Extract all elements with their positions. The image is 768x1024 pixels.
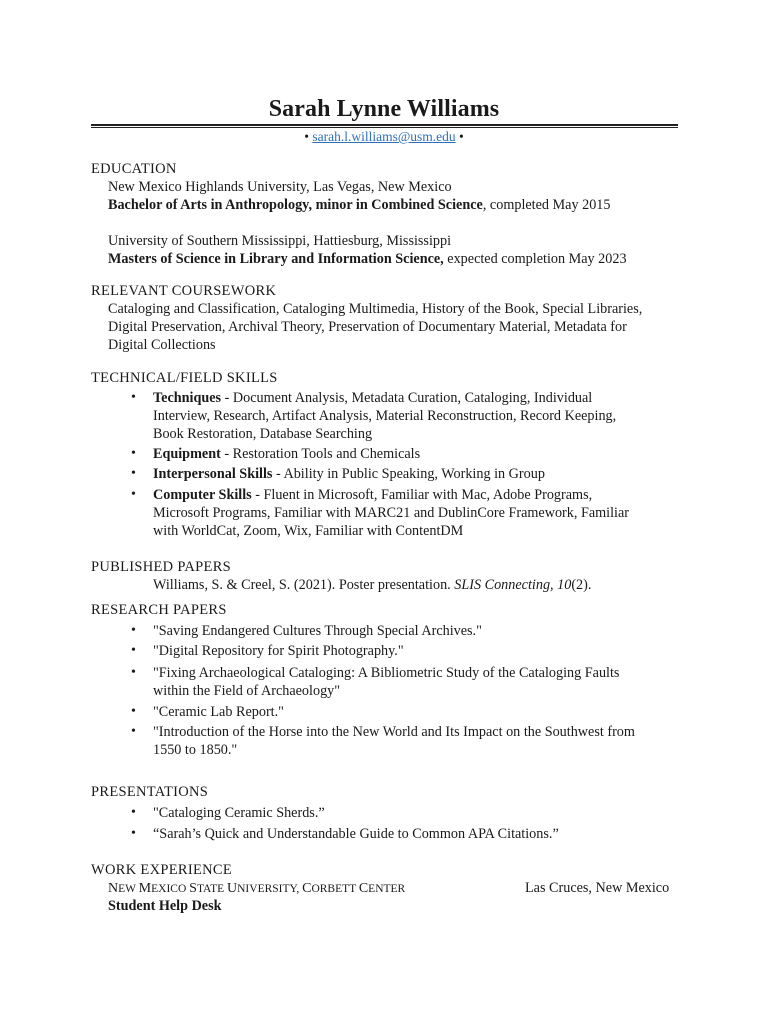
research-item: "Introduction of the Horse into the New World and Its Impact on the Southwest from [153, 724, 635, 740]
bullet-icon: • [131, 466, 136, 481]
email-link[interactable]: sarah.l.williams@usm.edu [312, 129, 456, 144]
published-citation [153, 576, 591, 594]
bullet-icon: • [131, 724, 136, 739]
section-heading-work: WORK EXPERIENCE [91, 862, 233, 878]
bullet-glyph: • [304, 129, 309, 144]
skill-label: Interpersonal Skills [153, 466, 273, 482]
section-heading-skills: TECHNICAL/FIELD SKILLS [91, 370, 278, 386]
section-heading-presentations: PRESENTATIONS [91, 784, 209, 800]
bullet-glyph: • [459, 129, 464, 144]
skill-detail: - Document Analysis, Metadata Curation, Cataloging, Individual [221, 390, 593, 406]
skill-detail: - Ability in Public Speaking, Working in Group [272, 466, 545, 482]
skill-item [153, 389, 592, 407]
skill-detail-cont: Microsoft Programs, Familiar with MARC21 and DublinCore Framework, Familiar [153, 505, 630, 521]
bullet-icon: • [131, 826, 136, 841]
bullet-icon: • [131, 487, 136, 502]
skill-item [153, 465, 545, 483]
research-item: "Saving Endangered Cultures Through Special Archives." [153, 623, 482, 639]
bullet-icon: • [131, 643, 136, 658]
bullet-icon: • [131, 704, 136, 719]
skill-detail-cont: Book Restoration, Database Searching [153, 426, 373, 442]
research-item: "Fixing Archaeological Cataloging: A Bibliometric Study of the Cataloging Faults [153, 665, 620, 681]
research-item: "Ceramic Lab Report." [153, 704, 284, 720]
journal-title: SLIS Connecting, 10 [454, 577, 572, 593]
section-heading-published: PUBLISHED PAPERS [91, 559, 232, 575]
section-heading-research: RESEARCH PAPERS [91, 602, 227, 618]
education-degree: Bachelor of Arts in Anthropology, minor in Combined Science [108, 197, 483, 213]
skill-detail: - Fluent in Microsoft, Familiar with Mac, Adobe Programs, [251, 487, 593, 503]
education-degree: Masters of Science in Library and Information Science, [108, 251, 444, 267]
citation-text: Williams, S. & Creel, S. (2021). Poster presentation. [153, 577, 455, 593]
presentation-item: “Sarah’s Quick and Understandable Guide to Common APA Citations.” [153, 826, 559, 842]
skill-label: Computer Skills [153, 487, 252, 503]
coursework-line: Digital Collections [108, 337, 216, 353]
skill-item [153, 486, 592, 504]
education-school: New Mexico Highlands University, Las Vegas, New Mexico [108, 179, 452, 195]
skill-item [153, 445, 420, 463]
section-heading-coursework: RELEVANT COURSEWORK [91, 283, 277, 299]
skill-label: Equipment [153, 446, 221, 462]
coursework-line: Digital Preservation, Archival Theory, Preservation of Documentary Material, Metadata for [108, 319, 627, 335]
employer-location: Las Cruces, New Mexico [525, 880, 670, 896]
coursework-line: Cataloging and Classification, Cataloging Multimedia, History of the Book, Special Libraries, [108, 301, 643, 317]
bullet-icon: • [131, 665, 136, 680]
skill-detail: - Restoration Tools and Chemicals [220, 446, 421, 462]
bullet-icon: • [131, 390, 136, 405]
education-school: University of Southern Mississippi, Hattiesburg, Mississippi [108, 233, 452, 249]
skill-label: Techniques [153, 390, 222, 406]
education-degree-line [108, 250, 627, 268]
employer-name: NEW MEXICO STATE UNIVERSITY, CORBETT CENTER [108, 881, 406, 896]
education-degree-line [108, 196, 611, 214]
job-role: Student Help Desk [108, 898, 222, 914]
research-item-cont: within the Field of Archaeology" [153, 683, 341, 699]
research-item: "Digital Repository for Spirit Photography." [153, 643, 404, 659]
presentation-item: "Cataloging Ceramic Sherds.” [153, 805, 325, 821]
contact-line [0, 128, 768, 146]
bullet-icon: • [131, 805, 136, 820]
section-heading-education: EDUCATION [91, 161, 177, 177]
education-status: expected completion May 2023 [443, 251, 627, 267]
bullet-icon: • [131, 446, 136, 461]
candidate-name: Sarah Lynne Williams [268, 96, 500, 122]
citation-issue: (2). [571, 577, 592, 593]
bullet-icon: • [131, 623, 136, 638]
research-item-cont: 1550 to 1850." [153, 742, 238, 758]
skill-detail-cont: Interview, Research, Artifact Analysis, Material Reconstruction, Record Keeping, [153, 408, 617, 424]
education-status: , completed May 2015 [482, 197, 611, 213]
skill-detail-cont: with WorldCat, Zoom, Wix, Familiar with ContentDM [153, 523, 464, 539]
